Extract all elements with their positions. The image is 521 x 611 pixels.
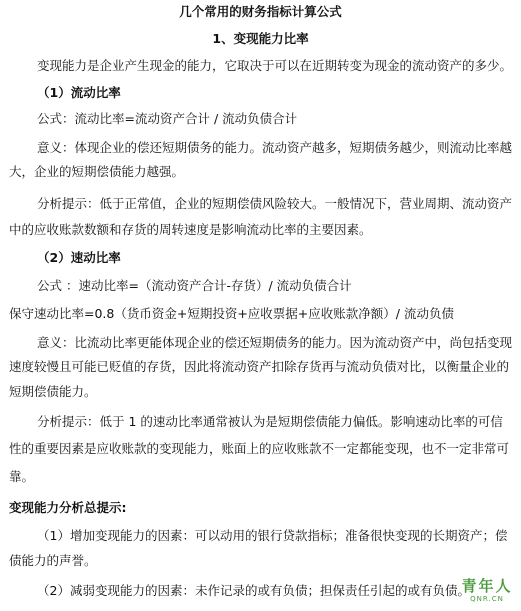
quick-ratio-heading: （2）速动比率 (37, 250, 121, 265)
current-ratio-meaning-line2: 大，企业的短期偿债能力越强。 (9, 164, 185, 179)
summary-item1-line2: 债能力的声誉。 (9, 553, 97, 568)
quick-ratio-analysis-line1: 分析提示：低于 1 的速动比率通常被认为是短期偿债能力偏低。影响速动比率的可信 (37, 414, 503, 429)
summary-heading: 变现能力分析总提示: (9, 500, 127, 515)
quick-ratio-meaning-line2: 速度较慢且可能已贬值的存货，因此将流动资产扣除存货再与流动负债对比，以衡量企业的 (9, 359, 510, 374)
summary-item2-line1: （2）减弱变现能力的因素：未作记录的或有负债；担保责任引起的或有负债。 (37, 583, 470, 598)
document-title: 几个常用的财务指标计算公式 (179, 4, 342, 19)
section-intro: 变现能力是企业产生现金的能力，它取决于可以在近期转变为现金的流动资产的多少。 (37, 58, 513, 73)
current-ratio-analysis-line1: 分析提示：低于正常值，企业的短期偿债风险较大。一般情况下，营业周期、流动资产 (37, 196, 513, 211)
watermark-main-text: 青年人 (461, 577, 513, 595)
current-ratio-formula: 公式：流动比率=流动资产合计 / 流动负债合计 (37, 111, 298, 126)
section-heading-liquidity-ratios: 1、变现能力比率 (212, 31, 309, 46)
current-ratio-heading: （1）流动比率 (37, 85, 121, 100)
quick-ratio-meaning-line3: 短期偿债能力。 (9, 384, 97, 399)
site-watermark-logo (457, 577, 517, 609)
watermark-domain-text: QNR.CN (470, 595, 504, 603)
current-ratio-analysis-line2: 中的应收账款数额和存货的周转速度是影响流动比率的主要因素。 (9, 222, 372, 237)
quick-ratio-analysis-line3: 靠。 (9, 469, 35, 484)
quick-ratio-meaning-line1: 意义：比流动比率更能体现企业的偿还短期债务的能力。因为流动资产中，尚包括变现 (37, 335, 513, 350)
conservative-quick-ratio-formula: 保守速动比率=0.8（货币资金+短期投资+应收票据+应收账款净额）/ 流动负债 (9, 306, 454, 321)
summary-item1-line1: （1）增加变现能力的因素：可以动用的银行贷款指标；准备很快变现的长期资产；偿 (37, 528, 508, 543)
quick-ratio-analysis-line2: 性的重要因素是应收账款的变现能力，账面上的应收账款不一定都能变现，也不一定非常可 (9, 441, 510, 456)
quick-ratio-formula: 公式 ：速动比率=（流动资产合计-存货）/ 流动负债合计 (37, 278, 352, 293)
current-ratio-meaning-line1: 意义：体现企业的偿还短期债务的能力。流动资产越多，短期债务越少，则流动比率越 (37, 140, 513, 155)
